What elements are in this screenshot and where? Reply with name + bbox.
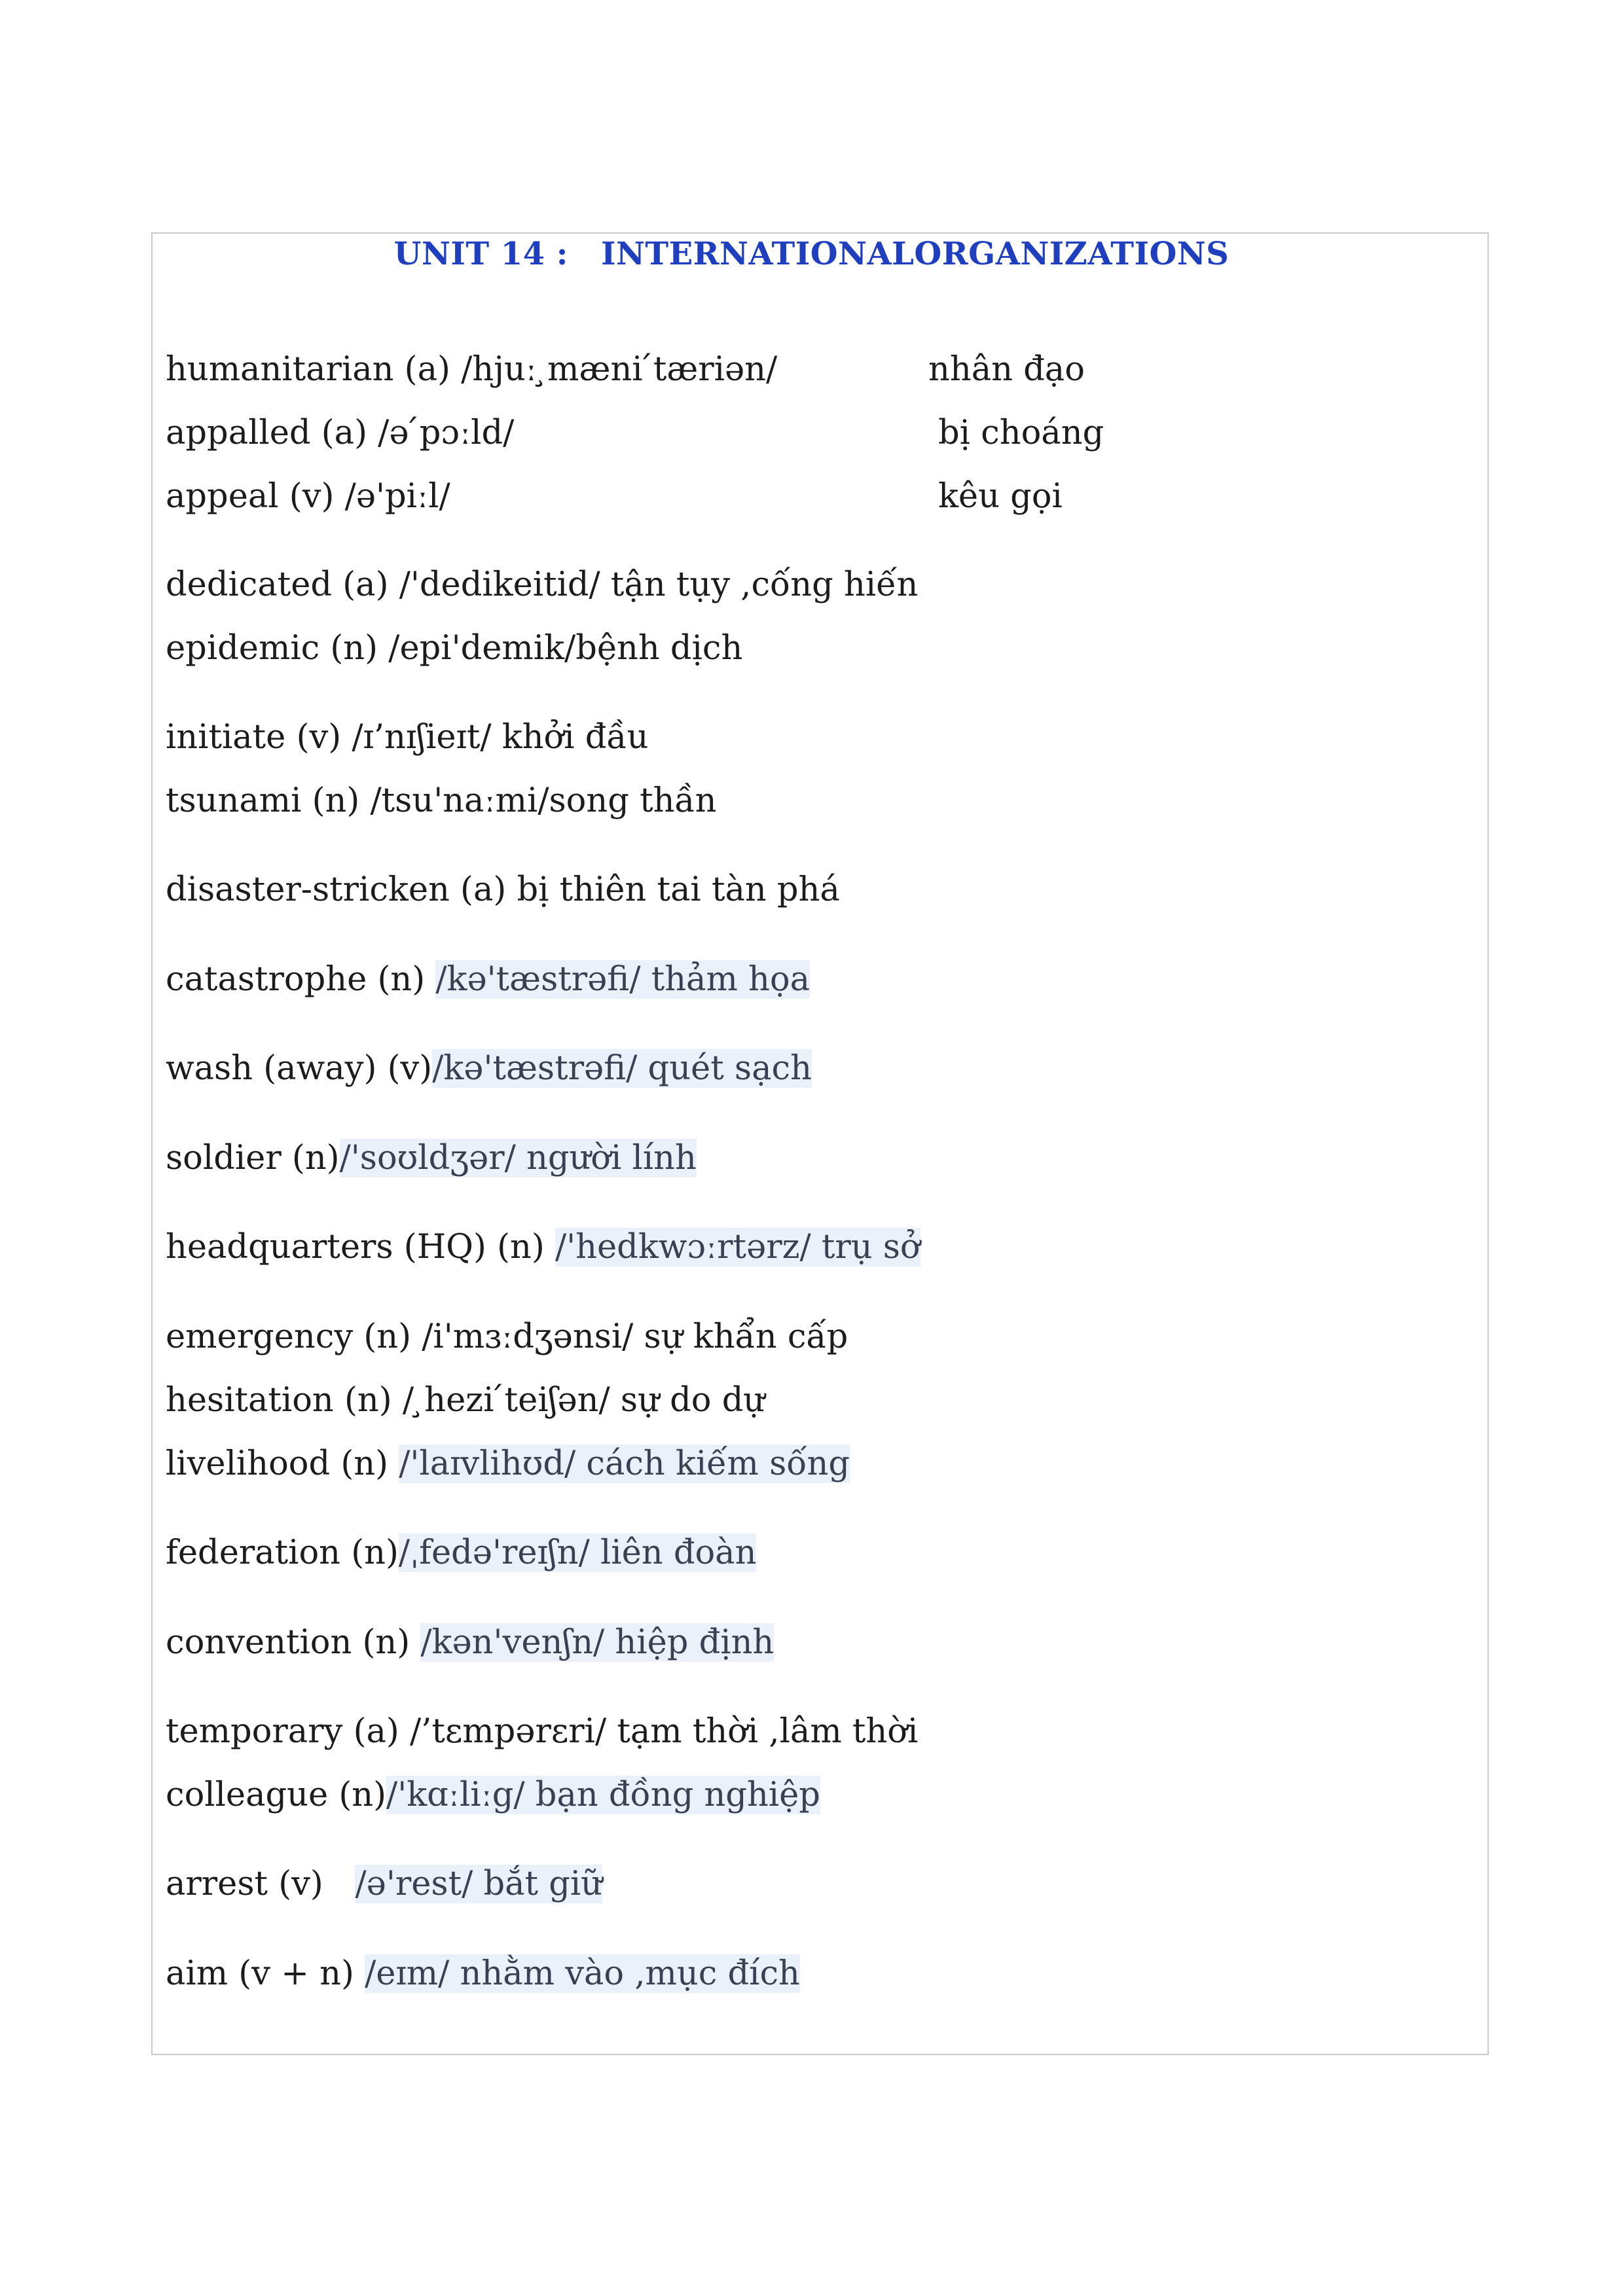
- vocab-entry: [166, 957, 810, 1003]
- vocab-word: catastrophe (n): [166, 960, 436, 999]
- vocab-entry: [166, 1441, 850, 1487]
- vocab-entry: hesitation (n) / ̧hezi ́teiʃən/ sự do dự: [166, 1381, 765, 1420]
- vocab-entry: [166, 1046, 812, 1092]
- vocab-word: federation (n): [166, 1534, 399, 1572]
- page-title: [0, 236, 1623, 272]
- vocab-word: convention (n): [166, 1623, 421, 1662]
- vocab-highlight: /ˌfedə'reɪʃn/ liên đoàn: [398, 1534, 757, 1572]
- vocab-entry: [166, 1530, 756, 1576]
- vocab-highlight: /'soʊldʒər/ người lính: [339, 1139, 697, 1177]
- vocab-entry: [166, 1225, 921, 1270]
- vocab-entry: tsunami (n) /tsu'naːmi/song thần: [166, 781, 717, 820]
- vocab-highlight: /eɪm/ nhằm vào ,mục đích: [365, 1954, 800, 1993]
- vocab-meaning: nhân đạo: [928, 350, 1085, 389]
- vocab-word: aim (v + n): [166, 1954, 365, 1993]
- vocab-word: arrest (v): [166, 1865, 356, 1903]
- vocab-entry: [166, 1861, 602, 1907]
- vocab-word: appalled (a) /ə ́pɔːld/: [166, 414, 515, 452]
- vocab-entry: [166, 474, 450, 520]
- vocab-entry: [166, 1620, 774, 1666]
- vocab-entry: epidemic (n) /epi'demik/bệnh dịch: [166, 629, 743, 668]
- vocab-meaning: bị choáng: [938, 414, 1104, 452]
- vocab-highlight: /ə'rest/ bắt giữ: [355, 1865, 603, 1903]
- vocab-entry: [166, 1136, 697, 1181]
- vocab-word: colleague (n): [166, 1776, 387, 1814]
- unit-name: INTERNATIONALORGANIZATIONS: [601, 236, 1230, 272]
- vocab-entry: [166, 410, 514, 456]
- vocab-word: livelihood (n): [166, 1444, 399, 1483]
- vocab-word: appeal (v) /ə'piːl/: [166, 477, 450, 516]
- vocab-entry: [166, 347, 777, 393]
- vocab-entry: dedicated (a) /'dedikeitid/ tận tụy ,cống hiến: [166, 565, 919, 604]
- vocab-highlight: /kən'venʃn/ hiệp định: [420, 1623, 775, 1662]
- vocab-highlight: /kə'tæstrəfi/ quét sạch: [432, 1049, 812, 1088]
- vocab-entry: [166, 1772, 820, 1818]
- vocab-highlight: /'laɪvlihʊd/ cách kiếm sống: [399, 1444, 850, 1483]
- vocab-entry: temporary (a) /’tɛmpərɛri/ tạm thời ,lâm thời: [166, 1712, 919, 1751]
- vocab-entry: [166, 1951, 800, 1997]
- vocab-word: wash (away) (v): [166, 1049, 433, 1088]
- vocab-word: soldier (n): [166, 1139, 340, 1177]
- vocab-entry: emergency (n) /i'mɜːdʒənsi/ sự khẩn cấp: [166, 1318, 848, 1356]
- vocab-entry: disaster-stricken (a) bị thiên tai tàn phá: [166, 870, 840, 909]
- unit-number: UNIT 14 :: [393, 236, 569, 272]
- vocab-word: humanitarian (a) /hjuː ̧mæni ́tæriən/: [166, 350, 778, 389]
- vocab-highlight: /'hedkwɔːrtərz/ trụ sở: [555, 1228, 921, 1266]
- vocab-entry: initiate (v) /ɪ’nɪʃieɪt/ khởi đầu: [166, 718, 649, 757]
- vocab-highlight: /'kɑːliːg/ bạn đồng nghiệp: [386, 1776, 820, 1814]
- vocab-word: headquarters (HQ) (n): [166, 1228, 555, 1266]
- vocab-meaning: kêu gọi: [938, 477, 1063, 516]
- vocab-highlight: /kə'tæstrəfi/ thảm họa: [435, 960, 810, 999]
